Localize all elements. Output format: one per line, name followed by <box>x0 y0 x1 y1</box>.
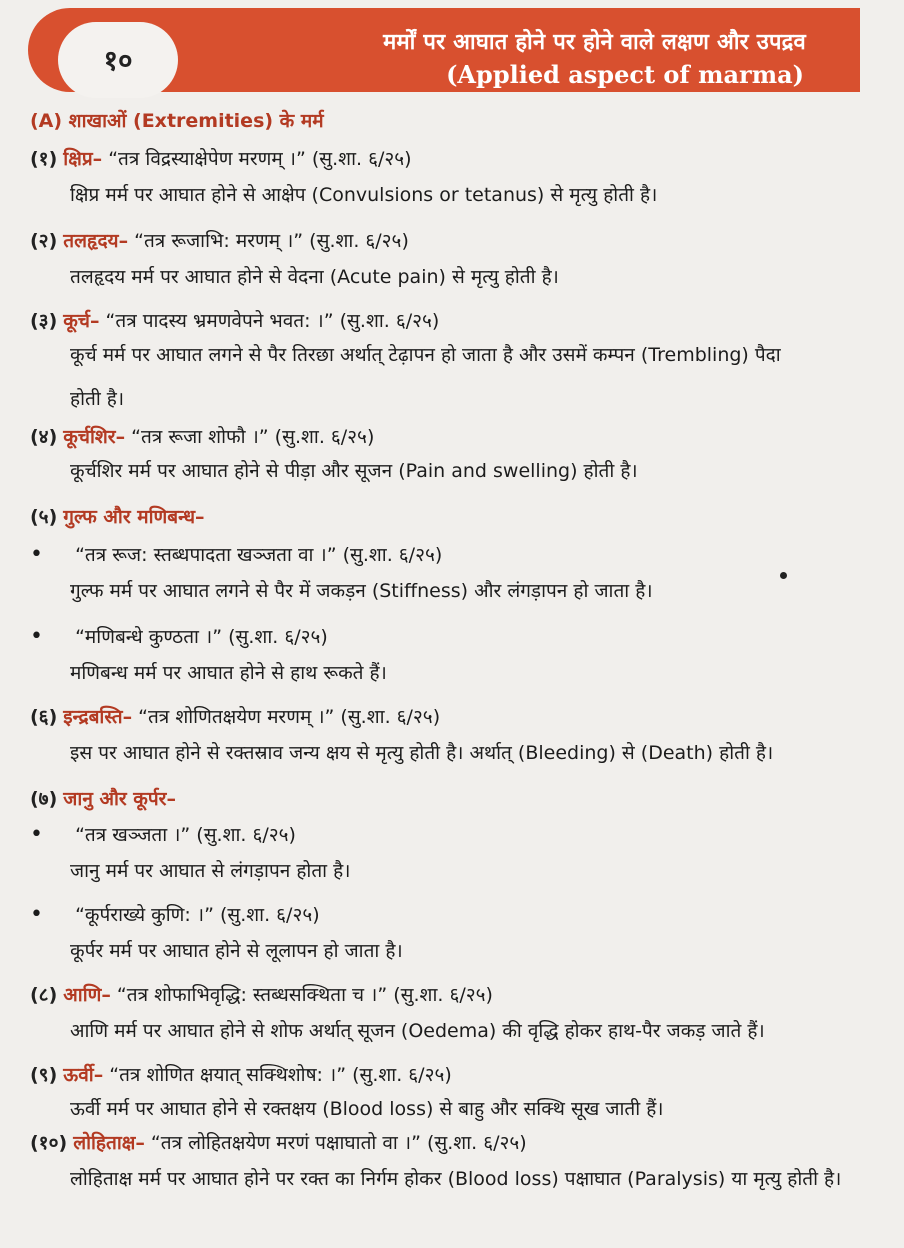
item-shloka: “तत्र शोणितक्षयेण मरणम् ।” (सु.शा. ६/२५) <box>138 706 441 728</box>
item-number: (२) <box>30 230 58 252</box>
item-heading: गुल्फ और मणिबन्ध– <box>63 506 205 528</box>
item-shloka: “तत्र विद्रस्याक्षेपेण मरणम् ।” (सु.शा. ६/२५) <box>108 148 412 170</box>
item-description: कूर्चशिर मर्म पर आघात होने से पीड़ा और सूजन (Pain and swelling) होती है। <box>70 460 638 482</box>
item-number: (६) <box>30 706 58 728</box>
item-number: (७) <box>30 788 58 810</box>
item-number: (१) <box>30 148 58 170</box>
item-description: क्षिप्र मर्म पर आघात होने से आक्षेप (Convulsions or tetanus) से मृत्यु होती है। <box>70 184 658 206</box>
list-item <box>30 704 440 730</box>
bullet-item <box>30 822 296 848</box>
item-description: गुल्फ मर्म पर आघात लगने से पैर में जकड़न (Stiffness) और लंगड़ापन हो जाता है। <box>70 580 653 602</box>
item-number: (५) <box>30 506 58 528</box>
list-item <box>30 146 412 172</box>
bullet-icon: • <box>30 902 43 927</box>
ink-dot <box>780 572 787 579</box>
item-description: लोहिताक्ष मर्म पर आघात होने पर रक्त का निर्गम होकर (Blood loss) पक्षाघात (Paralysis) या मृत्यु होती है। <box>70 1168 842 1190</box>
item-number: (८) <box>30 984 58 1006</box>
item-heading: क्षिप्र– <box>63 148 103 170</box>
item-shloka: “तत्र शोफाभिवृद्धि: स्तब्धसक्थिता च ।” (सु.शा. ६/२५) <box>116 984 493 1006</box>
item-shloka: “तत्र शोणित क्षयात् सक्थिशोष: ।” (सु.शा. ६/२५) <box>109 1064 452 1086</box>
item-number: (१०) <box>30 1132 68 1154</box>
list-item <box>30 1062 452 1088</box>
item-description: कूर्च मर्म पर आघात लगने से पैर तिरछा अर्थात् टेढ़ापन हो जाता है और उसमें कम्पन (Trembling) पैदा <box>70 344 781 366</box>
list-item <box>30 228 409 254</box>
list-item <box>30 504 205 530</box>
item-shloka: “तत्र लोहितक्षयेण मरणं पक्षाघातो वा ।” (सु.शा. ६/२५) <box>150 1132 527 1154</box>
chapter-subtitle: (Applied aspect of marma) <box>446 60 804 89</box>
item-number: (४) <box>30 426 58 448</box>
item-shloka: “तत्र पादस्य भ्रमणवेपने भवत: ।” (सु.शा. ६/२५) <box>105 310 440 332</box>
list-item <box>30 424 374 450</box>
section-heading: (A) शाखाओं (Extremities) के मर्म <box>30 110 324 132</box>
item-description: मणिबन्ध मर्म पर आघात होने से हाथ रूकते हैं। <box>70 662 387 684</box>
item-shloka: “मणिबन्धे कुण्ठता ।” (सु.शा. ६/२५) <box>75 626 328 648</box>
item-heading: कूर्च– <box>63 310 100 332</box>
item-description: तलहृदय मर्म पर आघात होने से वेदना (Acute pain) से मृत्यु होती है। <box>70 266 559 288</box>
bullet-item <box>30 902 320 928</box>
item-heading: आणि– <box>63 984 111 1006</box>
item-shloka: “कूर्पराख्ये कुणि: ।” (सु.शा. ६/२५) <box>75 904 320 926</box>
item-description: ऊर्वी मर्म पर आघात होने से रक्तक्षय (Blood loss) से बाहु और सक्थि सूख जाती हैं। <box>70 1098 664 1120</box>
item-heading: तलहृदय– <box>63 230 129 252</box>
item-description: इस पर आघात होने से रक्तस्राव जन्य क्षय से मृत्यु होती है। अर्थात् (Bleeding) से (Death) होती है। <box>70 742 774 764</box>
bullet-icon: • <box>30 542 43 567</box>
item-heading: ऊर्वी– <box>63 1064 104 1086</box>
list-item <box>30 786 176 812</box>
item-shloka: “तत्र रूज: स्तब्धपादता खञ्जता वा ।” (सु.शा. ६/२५) <box>75 544 443 566</box>
bullet-item <box>30 542 442 568</box>
bullet-icon: • <box>30 624 43 649</box>
list-item <box>30 308 439 334</box>
item-shloka: “तत्र रूजाभि: मरणम् ।” (सु.शा. ६/२५) <box>134 230 409 252</box>
chapter-title: मर्मों पर आघात होने पर होने वाले लक्षण और उपद्रव <box>383 30 806 55</box>
item-description: जानु मर्म पर आघात से लंगड़ापन होता है। <box>70 860 351 882</box>
item-description-cont: होती है। <box>70 388 125 410</box>
bullet-item <box>30 624 328 650</box>
item-heading: लोहिताक्ष– <box>73 1132 145 1154</box>
item-shloka: “तत्र खञ्जता ।” (सु.शा. ६/२५) <box>75 824 296 846</box>
item-heading: कूर्चशिर– <box>63 426 126 448</box>
list-item <box>30 1130 527 1156</box>
list-item <box>30 982 493 1008</box>
item-shloka: “तत्र रूजा शोफौ ।” (सु.शा. ६/२५) <box>131 426 375 448</box>
item-description: आणि मर्म पर आघात होने से शोफ अर्थात् सूजन (Oedema) की वृद्धि होकर हाथ-पैर जकड़ जाते हैं। <box>70 1020 765 1042</box>
item-heading: इन्द्रबस्ति– <box>63 706 133 728</box>
item-description: कूर्पर मर्म पर आघात होने से लूलापन हो जाता है। <box>70 940 403 962</box>
item-heading: जानु और कूर्पर– <box>63 788 176 810</box>
item-number: (३) <box>30 310 58 332</box>
bullet-icon: • <box>30 822 43 847</box>
page-number: १० <box>58 22 178 98</box>
chapter-banner <box>28 8 860 92</box>
item-number: (९) <box>30 1064 58 1086</box>
